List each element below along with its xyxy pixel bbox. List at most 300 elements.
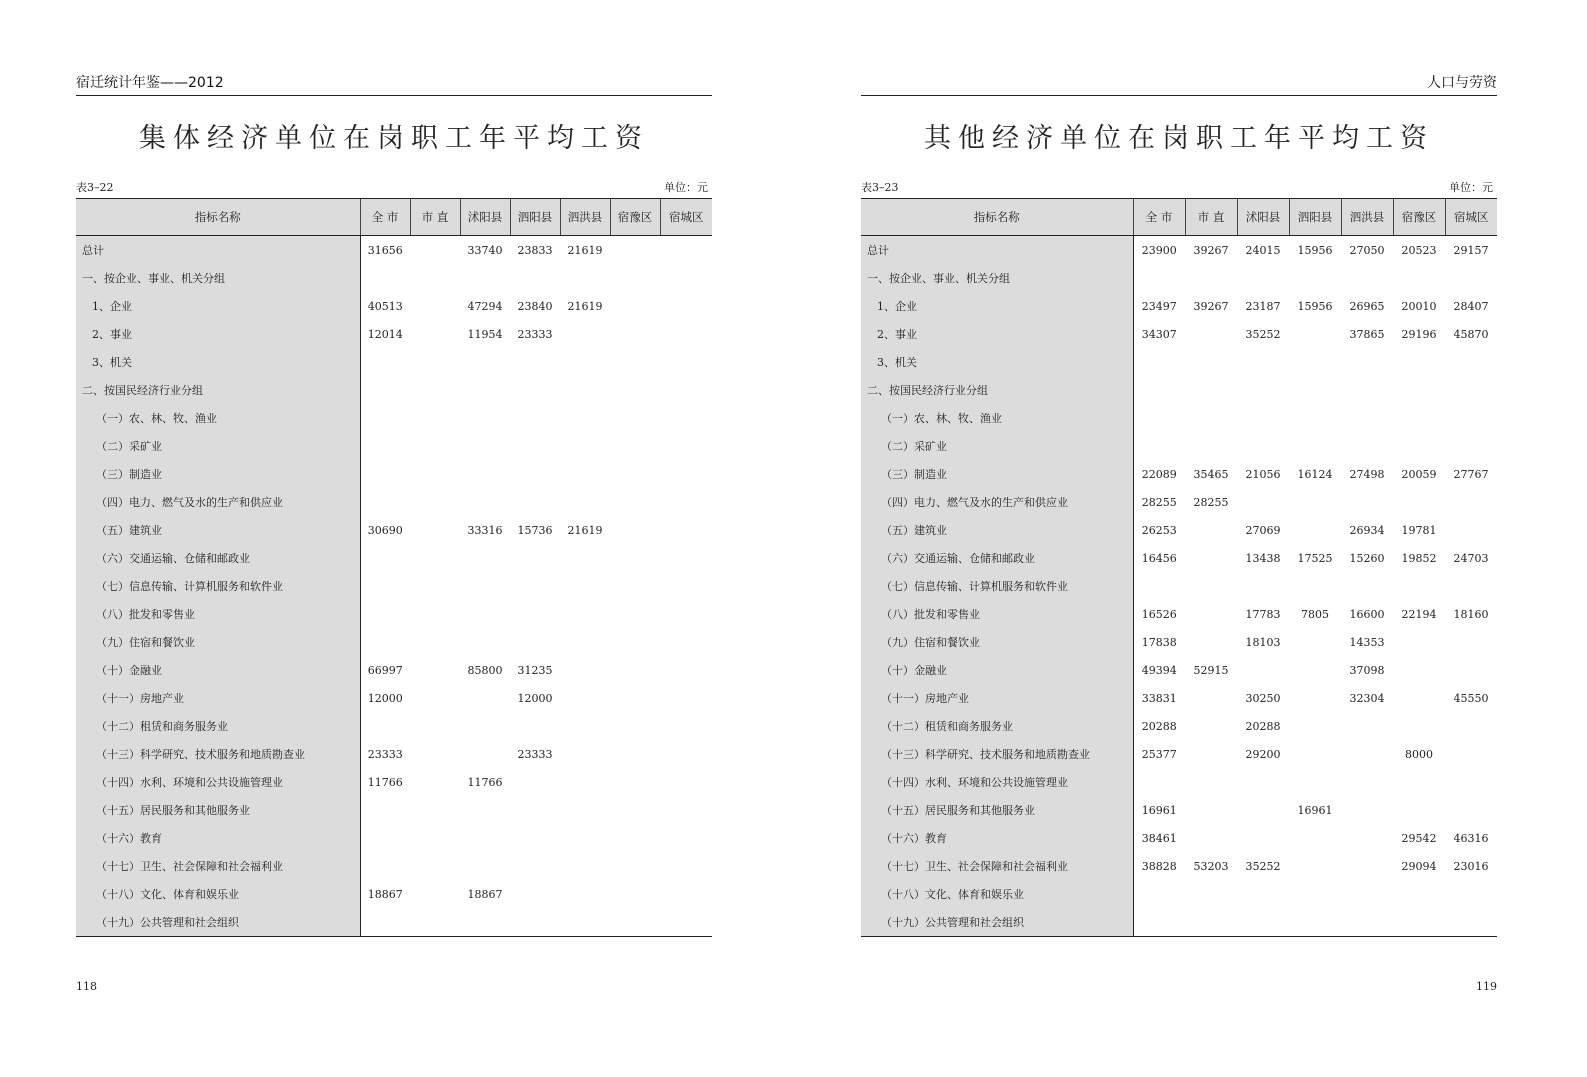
table-cell: 16961 [1297,803,1333,817]
table-cell: 30690 [367,523,403,537]
table-cell [460,572,510,600]
table-cell [1445,908,1497,937]
table-cell [660,712,712,740]
table-cell [1393,712,1445,740]
table-cell: 29542 [1401,831,1437,845]
row-label: （五）建筑业 [861,516,1133,544]
table-cell [610,264,660,292]
table-cell [610,404,660,432]
table-cell [1133,376,1185,404]
row-label: （九）住宿和餐饮业 [861,628,1133,656]
table-row [861,600,1497,628]
table-cell [610,572,660,600]
row-label: （二）采矿业 [76,432,360,460]
table-cell [360,628,410,656]
table-cell [1341,768,1393,796]
row-label: （十二）租赁和商务服务业 [861,712,1133,740]
row-label: （十九）公共管理和社会组织 [76,908,360,937]
row-label: （十七）卫生、社会保障和社会福利业 [861,852,1133,880]
table-cell [1341,572,1393,600]
table-cell [660,600,712,628]
left-page [76,0,712,1077]
table-cell: 38828 [1141,859,1177,873]
table-cell: 15956 [1297,299,1333,313]
table-cell [560,348,610,376]
table-cell: 7805 [1301,607,1329,621]
row-label: 1、企业 [861,292,1133,320]
row-label: （七）信息传输、计算机服务和软件业 [861,572,1133,600]
table-cell [610,628,660,656]
table-cell [410,628,460,656]
table-cell [1237,908,1289,937]
table-cell: 15260 [1349,551,1385,565]
table-cell [1289,656,1341,684]
table-cell [360,852,410,880]
row-label: （十五）居民服务和其他服务业 [76,796,360,824]
table-cell: 22089 [1141,467,1177,481]
table-row [861,656,1497,684]
table-cell [1185,376,1237,404]
table-cell [360,376,410,404]
table-cell [410,908,460,937]
table-cell: 35252 [1245,859,1281,873]
table-cell [610,796,660,824]
column-header: 宿豫区 [610,199,660,236]
table-cell [410,320,460,348]
table-cell [1289,320,1341,348]
table-cell: 28407 [1453,299,1489,313]
table-cell [1341,488,1393,516]
table-cell [560,656,610,684]
table-cell [1185,768,1237,796]
table-cell [1341,404,1393,432]
table-cell [610,320,660,348]
table-cell [1341,824,1393,852]
table-row [861,628,1497,656]
table-row [861,320,1497,348]
table-row [76,292,712,320]
table-cell [510,712,560,740]
table-cell [1445,264,1497,292]
table-cell [560,320,610,348]
table-cell: 18160 [1453,607,1489,621]
table-cell [1185,824,1237,852]
table-cell [1289,628,1341,656]
table-row [76,880,712,908]
page-title: 其他经济单位在岗职工年平均工资 [924,123,1434,154]
table-cell [660,740,712,768]
column-header: 市 直 [1185,199,1237,236]
row-label: 3、机关 [861,348,1133,376]
table-cell: 27767 [1453,467,1489,481]
table-row [76,236,712,265]
table-cell [1133,880,1185,908]
table-cell [510,824,560,852]
table-cell: 26965 [1349,299,1385,313]
table-row [76,796,712,824]
table-cell [1393,628,1445,656]
table-row [861,740,1497,768]
table-cell [1393,264,1445,292]
table-cell: 21056 [1245,467,1281,481]
table-cell [660,460,712,488]
row-label: （十七）卫生、社会保障和社会福利业 [76,852,360,880]
table-cell [1393,768,1445,796]
table-cell [360,488,410,516]
table-cell [610,684,660,712]
table-cell [660,768,712,796]
table-cell: 23016 [1453,859,1489,873]
table-cell: 37865 [1349,327,1385,341]
table-cell: 23497 [1141,299,1177,313]
row-label: （一）农、林、牧、渔业 [76,404,360,432]
table-cell [1237,404,1289,432]
table-cell: 26934 [1349,523,1385,537]
table-cell [560,600,610,628]
right-page [861,0,1497,1077]
table-cell: 17525 [1297,551,1333,565]
table-cell [360,544,410,572]
table-cell [1289,684,1341,712]
table-cell [1393,572,1445,600]
table-cell [460,712,510,740]
table-cell [460,544,510,572]
table-cell: 21619 [567,243,603,257]
table-row [76,740,712,768]
table-cell [610,852,660,880]
table-cell [660,432,712,460]
table-row [76,544,712,572]
table-cell [460,796,510,824]
row-label: （九）住宿和餐饮业 [76,628,360,656]
table-row [76,600,712,628]
table-row [76,656,712,684]
table-cell [560,264,610,292]
running-head [861,74,1497,94]
row-label: （十）金融业 [76,656,360,684]
table-cell [1445,880,1497,908]
table-cell [460,348,510,376]
table-cell [510,348,560,376]
row-label: （十三）科学研究、技术服务和地质勘查业 [76,740,360,768]
row-label: （五）建筑业 [76,516,360,544]
table-cell [1289,852,1341,880]
table-cell [510,908,560,937]
table-row [861,768,1497,796]
table-cell [1133,348,1185,376]
row-label: （十四）水利、环境和公共设施管理业 [76,768,360,796]
table-cell: 28255 [1141,495,1177,509]
row-label: （四）电力、燃气及水的生产和供应业 [861,488,1133,516]
table-cell: 15956 [1297,243,1333,257]
table-cell [410,824,460,852]
table-cell: 46316 [1453,831,1489,845]
table-cell [510,376,560,404]
table-cell [1445,348,1497,376]
table-row [76,908,712,937]
table-cell [410,656,460,684]
row-label: （七）信息传输、计算机服务和软件业 [76,572,360,600]
table-row [861,432,1497,460]
column-header: 全 市 [1133,199,1185,236]
table-cell [1341,348,1393,376]
row-label: （十六）教育 [76,824,360,852]
table-cell [1289,516,1341,544]
row-label: （十八）文化、体育和娱乐业 [861,880,1133,908]
header-row [861,199,1497,236]
table-cell [410,348,460,376]
table-cell [560,712,610,740]
table-cell: 19781 [1401,523,1437,537]
table-cell: 27069 [1245,523,1281,537]
column-header: 泗阳县 [510,199,560,236]
table-cell [1445,796,1497,824]
table-number: 表3–22 [76,181,114,194]
table-cell [410,432,460,460]
table-cell [1393,796,1445,824]
running-head-text: 人口与劳资 [1427,75,1497,91]
table-row [861,264,1497,292]
table-row [861,852,1497,880]
table-cell [1341,908,1393,937]
table-cell [560,404,610,432]
table-cell [1185,544,1237,572]
table-cell [1289,712,1341,740]
table-cell: 12000 [367,691,403,705]
page-title: 集体经济单位在岗职工年平均工资 [139,123,649,154]
table-cell [1289,488,1341,516]
table-cell [660,796,712,824]
table-cell [610,544,660,572]
table-row [861,684,1497,712]
table-cell: 16456 [1141,551,1177,565]
column-header-indicator: 指标名称 [76,199,360,236]
table-cell [1289,740,1341,768]
table-row [861,292,1497,320]
table-row [861,488,1497,516]
table-cell [460,432,510,460]
table-cell [460,264,510,292]
table-cell [1393,684,1445,712]
table-cell [1237,880,1289,908]
row-label: （四）电力、燃气及水的生产和供应业 [76,488,360,516]
table-cell [1133,768,1185,796]
table-cell [660,376,712,404]
row-label: 一、按企业、事业、机关分组 [861,264,1133,292]
table-cell [460,404,510,432]
row-label: （十九）公共管理和社会组织 [861,908,1133,937]
table-cell: 17783 [1245,607,1281,621]
row-label: 1、企业 [76,292,360,320]
table-cell [610,488,660,516]
table-cell: 11766 [367,775,403,789]
table-cell [510,768,560,796]
row-label: 总计 [76,236,360,265]
table-row [861,460,1497,488]
table-cell: 18867 [367,887,403,901]
table-cell [1237,488,1289,516]
table-cell [560,488,610,516]
table-cell: 34307 [1141,327,1177,341]
column-header: 市 直 [410,199,460,236]
table-cell [610,600,660,628]
table-cell [460,600,510,628]
table-cell [1445,740,1497,768]
table-cell [410,796,460,824]
table-cell: 23187 [1245,299,1281,313]
table-cell [560,880,610,908]
table-cell [1185,796,1237,824]
table-cell [610,236,660,265]
table-row [76,628,712,656]
table-cell [410,880,460,908]
table-cell [460,824,510,852]
table-cell [1393,880,1445,908]
table-cell: 20523 [1401,243,1437,257]
table-row [76,348,712,376]
row-label: 一、按企业、事业、机关分组 [76,264,360,292]
table-cell [410,684,460,712]
row-label: 2、事业 [861,320,1133,348]
row-label: （十一）房地产业 [861,684,1133,712]
table-cell [460,488,510,516]
table-row [861,544,1497,572]
table-cell [1185,600,1237,628]
table-cell [1393,376,1445,404]
table-cell [660,824,712,852]
table-cell: 25377 [1141,747,1177,761]
table-cell [560,768,610,796]
table-cell: 27050 [1349,243,1385,257]
table-cell [560,432,610,460]
table-cell [660,852,712,880]
table-cell [460,628,510,656]
column-header: 泗洪县 [1341,199,1393,236]
table-cell: 21619 [567,299,603,313]
table-cell [1185,740,1237,768]
table-cell [410,740,460,768]
row-label: （十二）租赁和商务服务业 [76,712,360,740]
table-cell: 32304 [1349,691,1385,705]
table-cell: 29200 [1245,747,1281,761]
table-row [861,712,1497,740]
table-row [76,768,712,796]
table-cell: 31656 [367,243,403,257]
table-cell: 35252 [1245,327,1281,341]
table-cell [1185,432,1237,460]
data-table [76,198,712,937]
table-cell: 12014 [367,327,403,341]
table-number: 表3–23 [861,181,899,194]
table-cell [1185,516,1237,544]
table-cell [1133,264,1185,292]
table-cell [1289,880,1341,908]
table-cell: 29196 [1401,327,1437,341]
table-cell [360,572,410,600]
table-cell [510,432,560,460]
table-cell [560,796,610,824]
table-cell [1237,432,1289,460]
table-cell [660,544,712,572]
table-cell [510,460,560,488]
table-cell [1185,348,1237,376]
table-cell [610,880,660,908]
column-header: 宿城区 [1445,199,1497,236]
table-cell [1185,628,1237,656]
row-label: 二、按国民经济行业分组 [76,376,360,404]
table-cell [1445,432,1497,460]
table-cell: 66997 [367,663,403,677]
table-cell [1445,488,1497,516]
table-cell [510,880,560,908]
table-cell [410,292,460,320]
table-cell [360,264,410,292]
table-cell [1289,768,1341,796]
table-cell [360,796,410,824]
table-cell [660,236,712,265]
column-header: 宿豫区 [1393,199,1445,236]
table-cell: 23333 [517,327,553,341]
table-cell [360,460,410,488]
table-cell [560,544,610,572]
table-cell [1289,264,1341,292]
table-cell: 21619 [567,523,603,537]
table-cell [1185,908,1237,937]
table-cell [1341,376,1393,404]
table-cell [560,852,610,880]
table-cell: 18867 [467,887,503,901]
table-cell: 23333 [367,747,403,761]
table-cell [610,376,660,404]
table-cell: 33740 [467,243,503,257]
header-row [76,199,712,236]
page-number: 119 [1476,980,1497,993]
table-cell [410,572,460,600]
table-cell [1289,348,1341,376]
column-header: 沭阳县 [1237,199,1289,236]
table-cell: 45870 [1453,327,1489,341]
table-cell: 19852 [1401,551,1437,565]
column-header: 全 市 [360,199,410,236]
table-cell [460,852,510,880]
table-cell [360,908,410,937]
table-cell [660,516,712,544]
table-cell [1133,432,1185,460]
table-cell [1185,880,1237,908]
table-cell [1393,656,1445,684]
table-cell: 20010 [1401,299,1437,313]
table-cell: 35465 [1193,467,1229,481]
table-cell [1185,264,1237,292]
table-cell: 17838 [1141,635,1177,649]
column-header: 宿城区 [660,199,712,236]
table-cell [660,656,712,684]
unit-label: 单位：元 [1449,181,1493,194]
table-cell [360,404,410,432]
table-cell [510,264,560,292]
data-table [861,198,1497,937]
column-header-indicator: 指标名称 [861,199,1133,236]
table-cell: 22194 [1401,607,1437,621]
table-cell: 38461 [1141,831,1177,845]
table-cell: 16526 [1141,607,1177,621]
table-cell: 16961 [1141,803,1177,817]
table-cell [1289,432,1341,460]
unit-label: 单位：元 [664,181,708,194]
table-cell [610,432,660,460]
row-label: （一）农、林、牧、渔业 [861,404,1133,432]
table-cell: 33316 [467,523,503,537]
